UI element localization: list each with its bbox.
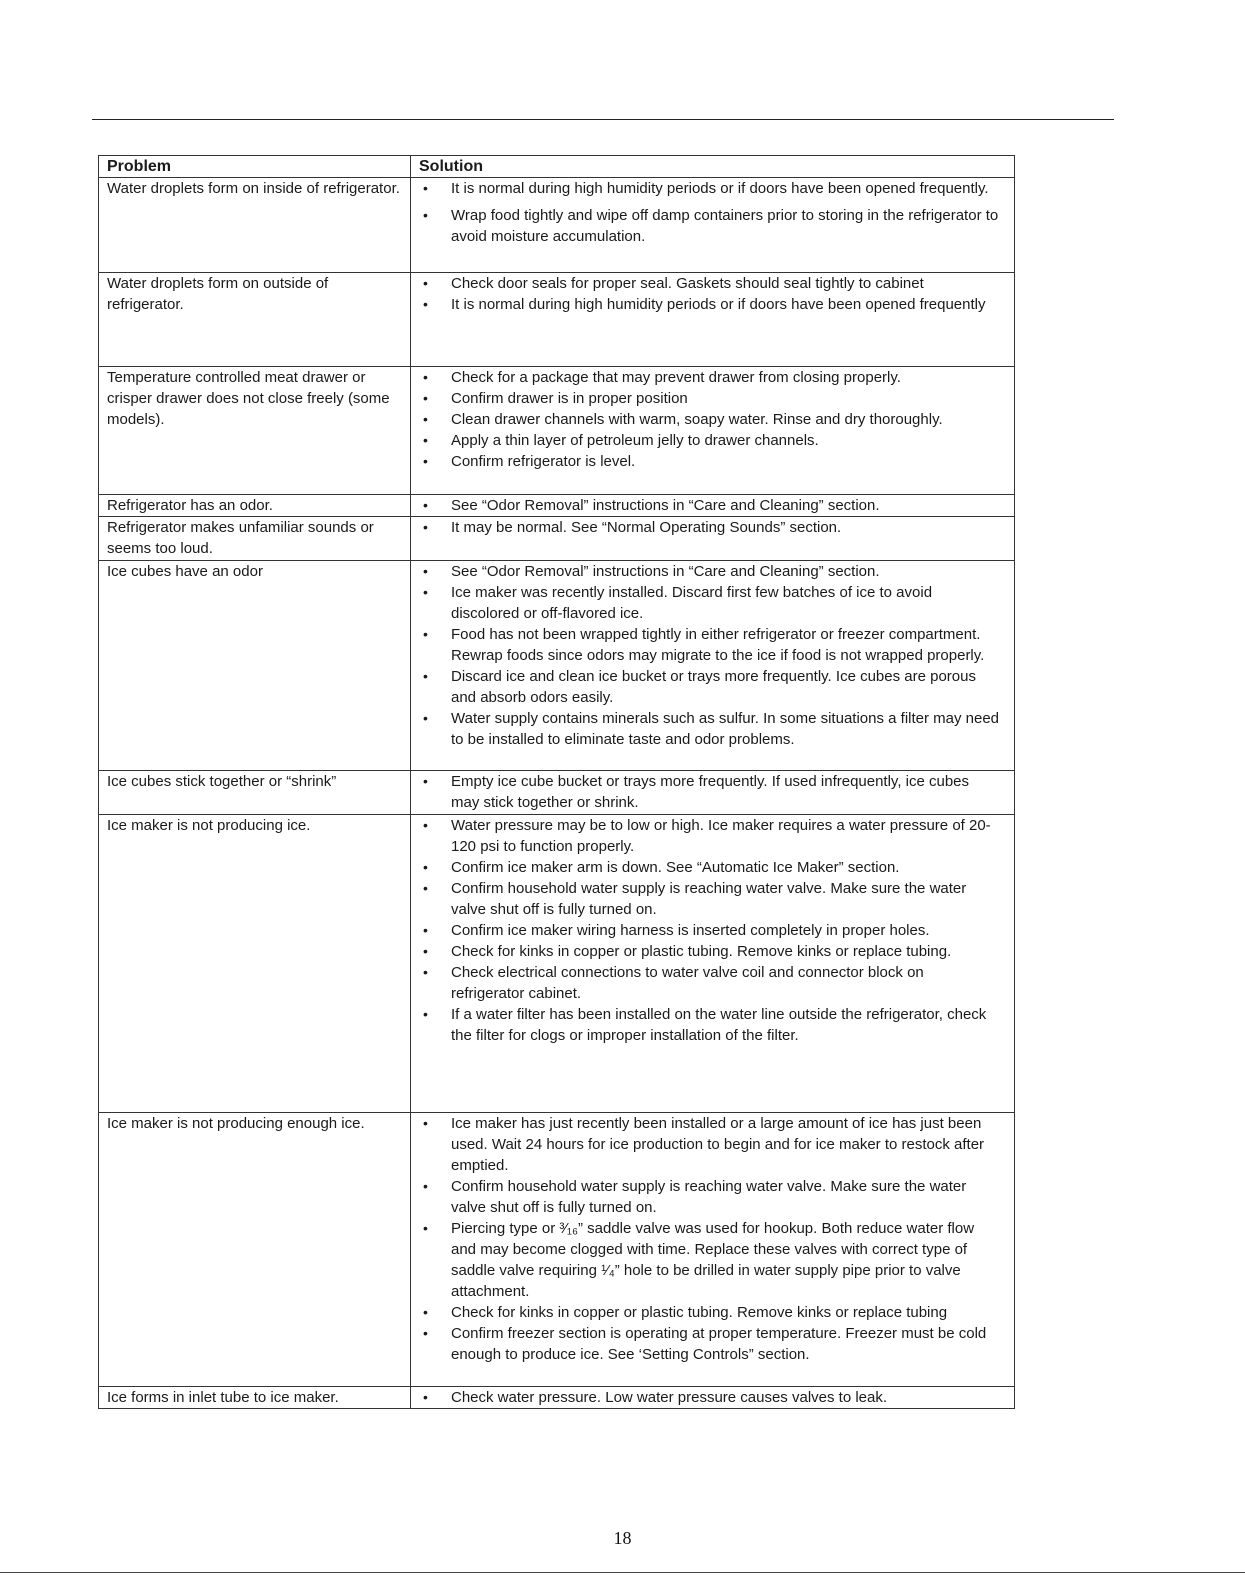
solution-item: • Confirm refrigerator is level. (421, 451, 1000, 472)
solution-item: • Check for kinks in copper or plastic tubing. Remove kinks or replace tubing (421, 1302, 1000, 1323)
table-row (99, 771, 1015, 815)
table-row (99, 561, 1015, 771)
solution-item: • Check for a package that may prevent drawer from closing properly. (421, 367, 1000, 388)
solution-item: • Check electrical connections to water valve coil and connector block on refrigerator cabinet. (421, 962, 1000, 1004)
solution-item: • Food has not been wrapped tightly in either refrigerator or freezer compartment. Rewrap foods since odors may migrate to the ice if food is not wrapped properly. (421, 624, 1000, 666)
problem-cell: Ice maker is not producing enough ice. (99, 1113, 411, 1387)
solution-cell (411, 495, 1015, 517)
table-row (99, 1387, 1015, 1409)
problem-cell: Water droplets form on inside of refrigerator. (99, 178, 411, 273)
table-row (99, 495, 1015, 517)
solution-item: • It is normal during high humidity periods or if doors have been opened frequently (421, 294, 1000, 315)
solution-item: • Empty ice cube bucket or trays more frequently. If used infrequently, ice cubes may stick together or shrink. (421, 771, 1000, 813)
problem-cell: Temperature controlled meat drawer or crisper drawer does not close freely (some models). (99, 367, 411, 495)
solution-item: • Water supply contains minerals such as sulfur. In some situations a filter may need to be installed to eliminate taste and odor problems. (421, 708, 1000, 750)
solution-item: • Confirm household water supply is reaching water valve. Make sure the water valve shut off is fully turned on. (421, 878, 1000, 920)
problem-cell: Ice maker is not producing ice. (99, 815, 411, 1113)
problem-cell: Water droplets form on outside of refrigerator. (99, 273, 411, 367)
header-problem: Problem (99, 156, 411, 178)
solution-item: • Piercing type or ³⁄₁₆” saddle valve was used for hookup. Both reduce water flow and may become clogged with time. Replace these valves with correct type of saddle valve requiring ¹⁄₄” hole to be drilled in water supply pipe prior to valve attachment. (421, 1218, 1000, 1302)
solution-item: • Water pressure may be to low or high. Ice maker requires a water pressure of 20-120 psi to function properly. (421, 815, 1000, 857)
solution-cell (411, 273, 1015, 367)
solution-item: • Confirm ice maker arm is down. See “Automatic Ice Maker” section. (421, 857, 1000, 878)
troubleshooting-table (98, 155, 1015, 1409)
solution-cell (411, 561, 1015, 771)
solution-cell (411, 367, 1015, 495)
bottom-rule (0, 1572, 1245, 1573)
solution-item: • Ice maker was recently installed. Discard first few batches of ice to avoid discolored or off-flavored ice. (421, 582, 1000, 624)
page-number: 18 (613, 1528, 632, 1548)
problem-cell: Ice cubes stick together or “shrink” (99, 771, 411, 815)
solution-item: • It may be normal. See “Normal Operating Sounds” section. (421, 517, 1000, 538)
solution-item: • See “Odor Removal” instructions in “Care and Cleaning” section. (421, 561, 1000, 582)
solution-item: • Check door seals for proper seal. Gaskets should seal tightly to cabinet (421, 273, 1000, 294)
solution-item: • See “Odor Removal” instructions in “Care and Cleaning” section. (421, 495, 1000, 516)
problem-cell: Ice forms in inlet tube to ice maker. (99, 1387, 411, 1409)
solution-cell (411, 1113, 1015, 1387)
solution-item: • Discard ice and clean ice bucket or trays more frequently. Ice cubes are porous and absorb odors easily. (421, 666, 1000, 708)
top-rule (92, 119, 1114, 120)
table-row (99, 178, 1015, 273)
solution-item: • Confirm freezer section is operating at proper temperature. Freezer must be cold enough to produce ice. See ‘Setting Controls” section. (421, 1323, 1000, 1365)
solution-item: • It is normal during high humidity periods or if doors have been opened frequently. (421, 178, 1000, 199)
table-row (99, 273, 1015, 367)
problem-cell: Refrigerator makes unfamiliar sounds or seems too loud. (99, 517, 411, 561)
table-row (99, 367, 1015, 495)
solution-cell (411, 771, 1015, 815)
solution-item: • Apply a thin layer of petroleum jelly to drawer channels. (421, 430, 1000, 451)
solution-item: • If a water filter has been installed on the water line outside the refrigerator, check the filter for clogs or improper installation of the filter. (421, 1004, 1000, 1046)
solution-item: • Confirm drawer is in proper position (421, 388, 1000, 409)
header-row (99, 156, 1015, 178)
solution-cell (411, 517, 1015, 561)
table-row (99, 1113, 1015, 1387)
solution-cell (411, 178, 1015, 273)
table-row (99, 517, 1015, 561)
solution-item: • Clean drawer channels with warm, soapy water. Rinse and dry thoroughly. (421, 409, 1000, 430)
solution-item: • Check water pressure. Low water pressure causes valves to leak. (421, 1387, 1000, 1408)
solution-item: • Check for kinks in copper or plastic tubing. Remove kinks or replace tubing. (421, 941, 1000, 962)
solution-cell (411, 1387, 1015, 1409)
problem-cell: Refrigerator has an odor. (99, 495, 411, 517)
solution-item: • Confirm ice maker wiring harness is inserted completely in proper holes. (421, 920, 1000, 941)
solution-item: • Wrap food tightly and wipe off damp containers prior to storing in the refrigerator to avoid moisture accumulation. (421, 205, 1000, 247)
solution-cell (411, 815, 1015, 1113)
table-row (99, 815, 1015, 1113)
header-solution: Solution (411, 156, 1015, 178)
solution-item: • Ice maker has just recently been installed or a large amount of ice has just been used. Wait 24 hours for ice production to begin and for ice maker to restock after emptied. (421, 1113, 1000, 1176)
solution-item: • Confirm household water supply is reaching water valve. Make sure the water valve shut off is fully turned on. (421, 1176, 1000, 1218)
problem-cell: Ice cubes have an odor (99, 561, 411, 771)
